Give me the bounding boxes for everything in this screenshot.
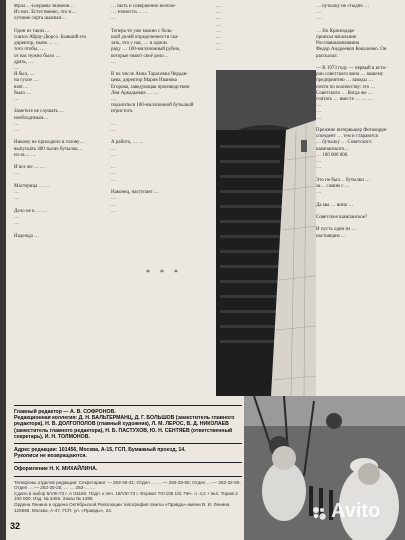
editorial-credits: [14, 402, 242, 513]
editorial-address: Адрес редакции: 101456, Москва, А-15, ГСП, Бумажный проезд, 14.: [14, 447, 186, 454]
article-column-1: Фрол…-Бзераева знамени… Из них. Естественно, что н… лучшие сорта шампан… Один из таких… совхоз Абрау-Дюрсо. Бывший его директор, ныне… … того чтобы, … от нас нужно было … драть, … … Я был, … на сухое … взят… былo … … Заметьте не слушать … необходимым… … … Никому не приходило в голову… выпускать 400 тысяч бутылок… из-за… … И все же … … … Мастерица … … … … Дело не в … … … … Надежда …: [14, 4, 87, 239]
page-number: 32: [10, 521, 21, 531]
editorial-phones: Телефоны отделов редакции: Секретариат — 253-38-41; Отдел … … — 250-28-58; Отдел … — 253-32-85; Отдел … — 253-30-25; … … 253-… …: [14, 479, 241, 491]
credits-top-rule: [14, 405, 242, 406]
section-divider-stars: * * *: [146, 268, 182, 277]
credits-rule: [14, 443, 242, 444]
article-column-right: … бутылку не стыдно … … … … Но Краснодаре приехал начальник Росглавшампанвина Федор Андреевич Коваленко. Он рассказал: — В 1973 году — первый в исто- рии советского вина … нашему предприятию … заводы … почти по количеству: это … Советского … Когда же … считать … вместе … … … … … … Прежние интервьюер Фотокорре- спондент … тем и стараются … бутылку … Советского шампанского… … 100 000 000. … … Это не был… бутылки … за… самим с … … Да мы … вина … Советское шампанское? И пусть один из … настоящим …: [316, 4, 388, 239]
avito-logo-icon: [311, 504, 327, 520]
avito-wordmark: Avito: [331, 500, 381, 522]
manuscripts-note: Рукописи не возвращаются.: [14, 453, 87, 460]
chief-editor: Главный редактор — А. В. СОФРОНОВ.: [14, 409, 116, 415]
article-column-2: … быть и совершенно необхо- … точности… … … Теперь-то уже можно с боль- шой долей определенности ска- зать, что у нас, … в одном ряду … 100-миллионный рубеж, которые знают своё дело… … В их числе Анна Тарасовна Чердан- цева, директор Мария Иванова Егорова, заведующая производством Лия Аркадьевна … … … поделиться 100-миллионной бутылкой игристого. … … А работа, … … … … … … … Наконец, наступает … … … …: [111, 4, 194, 214]
article-column-3: … … … … … … … …: [216, 4, 221, 53]
printer-info: Ордена Ленина и ордена Октябрьской Революции типография газеты «Правда» имени В. И. Ленина. 125865, Москва, А-47, ГСП, ул. «Правды», 24.: [14, 502, 231, 513]
credits-rule-2: [14, 462, 242, 463]
wine-cellar-photo: [216, 70, 316, 396]
editorial-board: Редакционная коллегия: Д. Н. БАЛЬТЕРМАНЦ, Д. Г. БОЛЬШОВ (заместитель главного редактора), Н. В. ДОЛГОПОЛОВ (главный художник), Л. М. ЛЕРОС, В. Д. НИКОЛАЕВ (заместитель главного редактора), Н. Б. ПАСТУХОВ, Ю. Н. СЕНТЯЕВ (ответственный секретарь), И. Н. ТОЛМОНОВ.: [14, 415, 235, 440]
avito-watermark: [311, 500, 380, 523]
design-credit: Оформление Н. К. МИХАЙЛИНА.: [14, 466, 98, 473]
credits-rule-3: [14, 476, 242, 477]
wine-cellar-image: [216, 70, 316, 396]
magazine-page: [6, 0, 405, 540]
print-details: Сдано в набор 5/VIII-73 г. А 03150. Подп. к печ. 18/VIII-73 г. Формат 70×108 1/8. Печ. л. 4,2 + вкл. Тираж 2 100 000. Изд. № 3456. Заказ № 1488.: [14, 490, 238, 502]
